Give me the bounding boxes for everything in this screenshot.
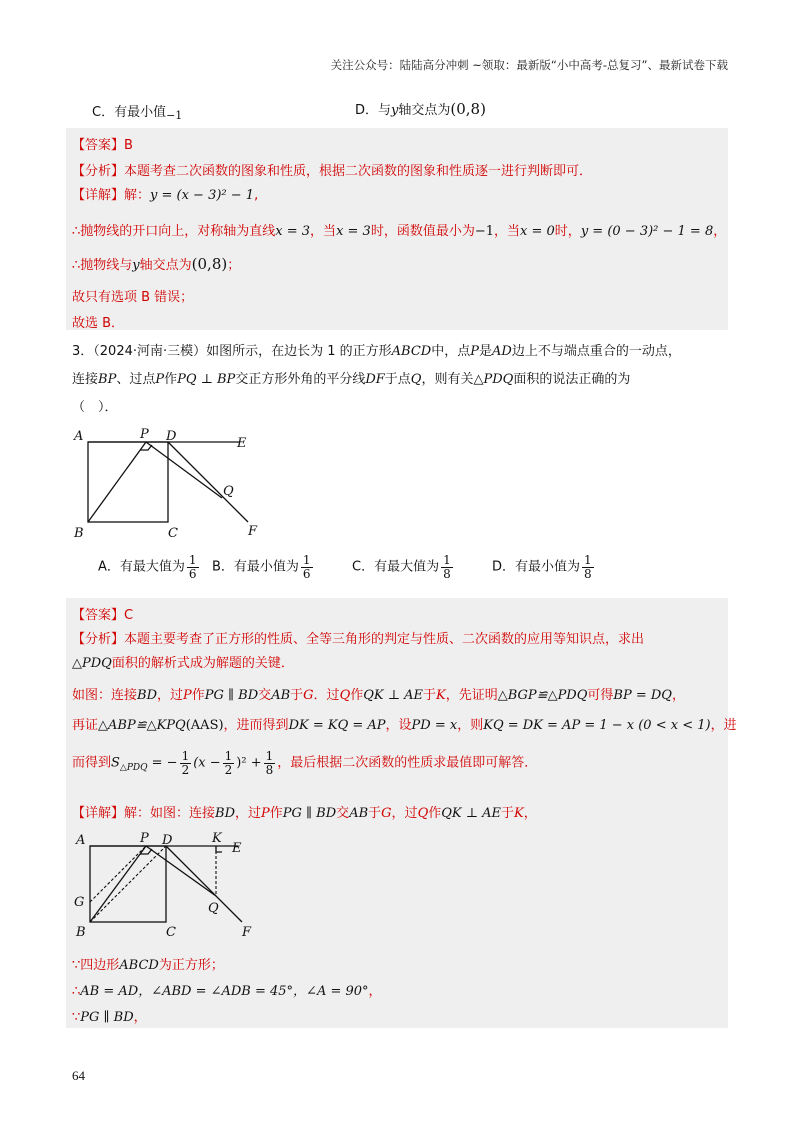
sol-label-K: K [212, 831, 222, 846]
q3-option-d[interactable]: D．有最小值为 $\frac{1}{8}$ [492, 553, 592, 581]
q3-answer: 【答案】C [72, 608, 134, 623]
prev-detail-line2: ∴抛物线与y轴交点为(0,8)； [72, 255, 241, 273]
page-number: 64 [72, 1068, 85, 1083]
label-C: C [168, 526, 178, 541]
q3-stem-line1: 3．（2024·河南·三模）如图所示，在边长为 1 的正方形ABCD中，点P是AD边上不与端点重合的一动点， [72, 344, 681, 359]
q3-detail-1: 【详解】解：如图：连接BD，过P作PG ∥ BD交AB于G，过Q作QK ⊥ AE于K， [72, 806, 537, 821]
q3-stem-line3: （ ）． [72, 400, 118, 415]
label-F: F [248, 524, 258, 539]
q3-analysis-5: 而得到$S_{\triangle PDQ}$ = − $\frac{1}{2}$ (x − $\frac{1}{2}$ )² + $\frac{1}{8}$ ，最后根据二次函数的性质求最值即可解答． [72, 749, 538, 777]
q3-option-c[interactable]: C．有最大值为 $\frac{1}{8}$ [352, 553, 451, 581]
label-B: B [74, 526, 84, 541]
label-D: D [166, 429, 177, 444]
sol-label-P: P [140, 831, 149, 846]
q3-option-a[interactable]: A．有最大值为 $\frac{1}{6}$ [98, 553, 197, 581]
prev-detail-line1: ∴抛物线的开口向上，对称轴为直线x = 3，当x = 3时，函数值最小为−1，当x = 0时，y = (0 − 3)² − 1 = 8， [72, 224, 727, 239]
label-Q: Q [223, 484, 234, 499]
q3-analysis-2: △PDQ面积的解析式成为解题的关键． [72, 656, 294, 671]
q3-analysis-3: 如图：连接BD，过P作PG ∥ BD交AB于G．过Q作QK ⊥ AE于K，先证明△BGP≌△PDQ可得BP = DQ， [72, 688, 685, 703]
sol-label-B: B [76, 925, 86, 940]
prev-detail-line3: 故只有选项 B 错误； [72, 290, 194, 305]
q3-stem-line2: 连接BP、过点P作PQ ⊥ BP交正方形外角的平分线DF于点Q，则有关△PDQ面积的说法正确的为 [72, 372, 631, 387]
q3-step-2: ∴AB = AD，∠ABD = ∠ADB = 45°，∠A = 90°， [72, 984, 382, 999]
q3-solution-figure [70, 826, 270, 944]
prev-detail-line4: 故选 B． [72, 316, 125, 331]
q3-option-b[interactable]: B．有最小值为 $\frac{1}{6}$ [212, 553, 311, 581]
label-A: A [74, 429, 84, 444]
prev-detail: 【详解】解：y = (x − 3)² − 1, [72, 188, 259, 203]
prev-answer: 【答案】B [72, 138, 133, 153]
option-d-prev: D．与y轴交点为(0,8) [355, 100, 486, 118]
sol-label-Q: Q [208, 901, 219, 916]
prev-solution-box [66, 128, 728, 330]
sol-label-A: A [76, 833, 86, 848]
q3-figure [70, 425, 270, 545]
label-P: P [140, 427, 149, 442]
sol-label-D: D [162, 833, 173, 848]
q3-analysis-4: 再证△ABP≌△KPQ(AAS)，进而得到DK = KQ = AP，设PD = x，则KQ = DK = AP = 1 − x (0 < x < 1)，进 [72, 718, 737, 733]
label-E: E [237, 436, 247, 451]
prev-analysis: 【分析】本题考查二次函数的图象和性质，根据二次函数的图象和性质逐一进行判断即可． [72, 164, 593, 179]
q3-step-3: ∵PG ∥ BD， [72, 1010, 147, 1025]
sol-label-E: E [232, 841, 242, 856]
q3-analysis-1: 【分析】本题主要考查了正方形的性质、全等三角形的判定与性质、二次函数的应用等知识点，求出 [72, 632, 645, 647]
q3-step-1: ∵四边形ABCD为正方形； [72, 958, 224, 973]
page-header: 关注公众号：陆陆高分冲刺 ~领取：最新版“小中高考-总复习”、最新试卷下载 [330, 58, 728, 72]
sol-label-F: F [242, 925, 252, 940]
q3-solution-box [66, 598, 737, 1028]
sol-label-C: C [166, 925, 176, 940]
option-c-prev: C．有最小值$_{-1}$ [92, 105, 183, 122]
sol-label-G: G [74, 895, 85, 910]
